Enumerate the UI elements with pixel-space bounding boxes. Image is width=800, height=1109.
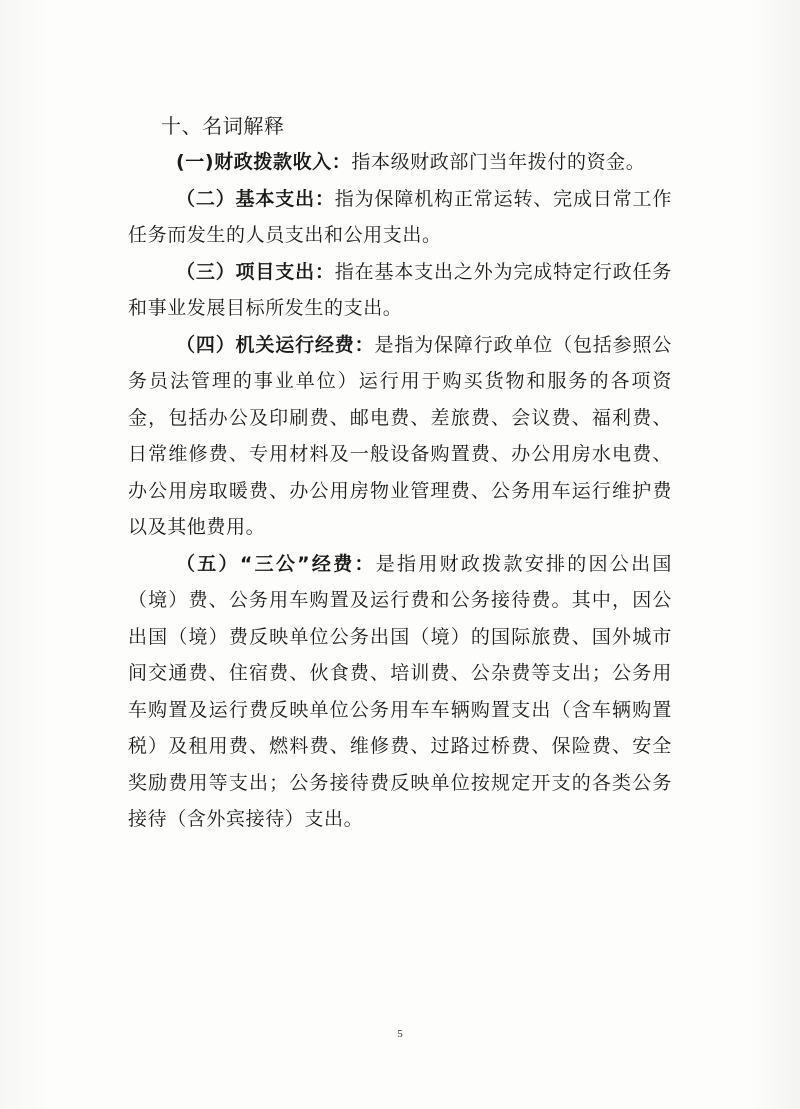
term-definition: 是指用财政拨款安排的因公出国（境）费、公务用车购置及运行费和公务接待费。其中，因公出国（境）费反映单位公务出国（境）的国际旅费、国外城市间交通费、住宿费、伙食费、培训费、公杂费等支出；公务用车购置及运行费反映单位公务用车车辆购置支出（含车辆购置税）及租用费、燃料费、维修费、过路过桥费、保险费、安全奖励费用等支出；公务接待费反映单位按规定开支的各类公务接待（含外宾接待）支出。 [128,552,672,830]
term-label: （五）“三公”经费： [176,552,376,575]
section-heading: 十、名词解释 [161,114,285,138]
term-label: （四）机关运行经费： [176,333,375,356]
term-definition: 指为保障机构正常运转、完成日常工作任务而发生的人员支出和公用支出。 [128,187,672,246]
page-content [128,108,672,838]
term-definition: 指本级财政部门当年拨付的资金。 [351,151,646,173]
term-label: （三）项目支出： [176,260,335,283]
definition-paragraph-2 [128,181,672,254]
definition-paragraph-4 [128,327,672,546]
term-definition: 指在基本支出之外为完成特定行政任务和事业发展目标所发生的支出。 [128,260,672,319]
definition-paragraph-3 [128,254,672,327]
term-definition: 是指为保障行政单位（包括参照公务员法管理的事业单位）运行用于购买货物和服务的各项资金，包括办公及印刷费、邮电费、差旅费、会议费、福利费、日常维修费、专用材料及一般设备购置费、办公用房水电费、办公用房取暖费、办公用房物业管理费、公务用车运行维护费以及其他费用。 [128,333,672,538]
term-label: (一)财政拨款收入： [176,151,352,173]
definition-paragraph-1 [128,144,672,181]
definition-paragraph-5 [128,546,672,838]
page-number: 5 [397,1028,403,1040]
term-label: （二）基本支出： [176,187,335,210]
